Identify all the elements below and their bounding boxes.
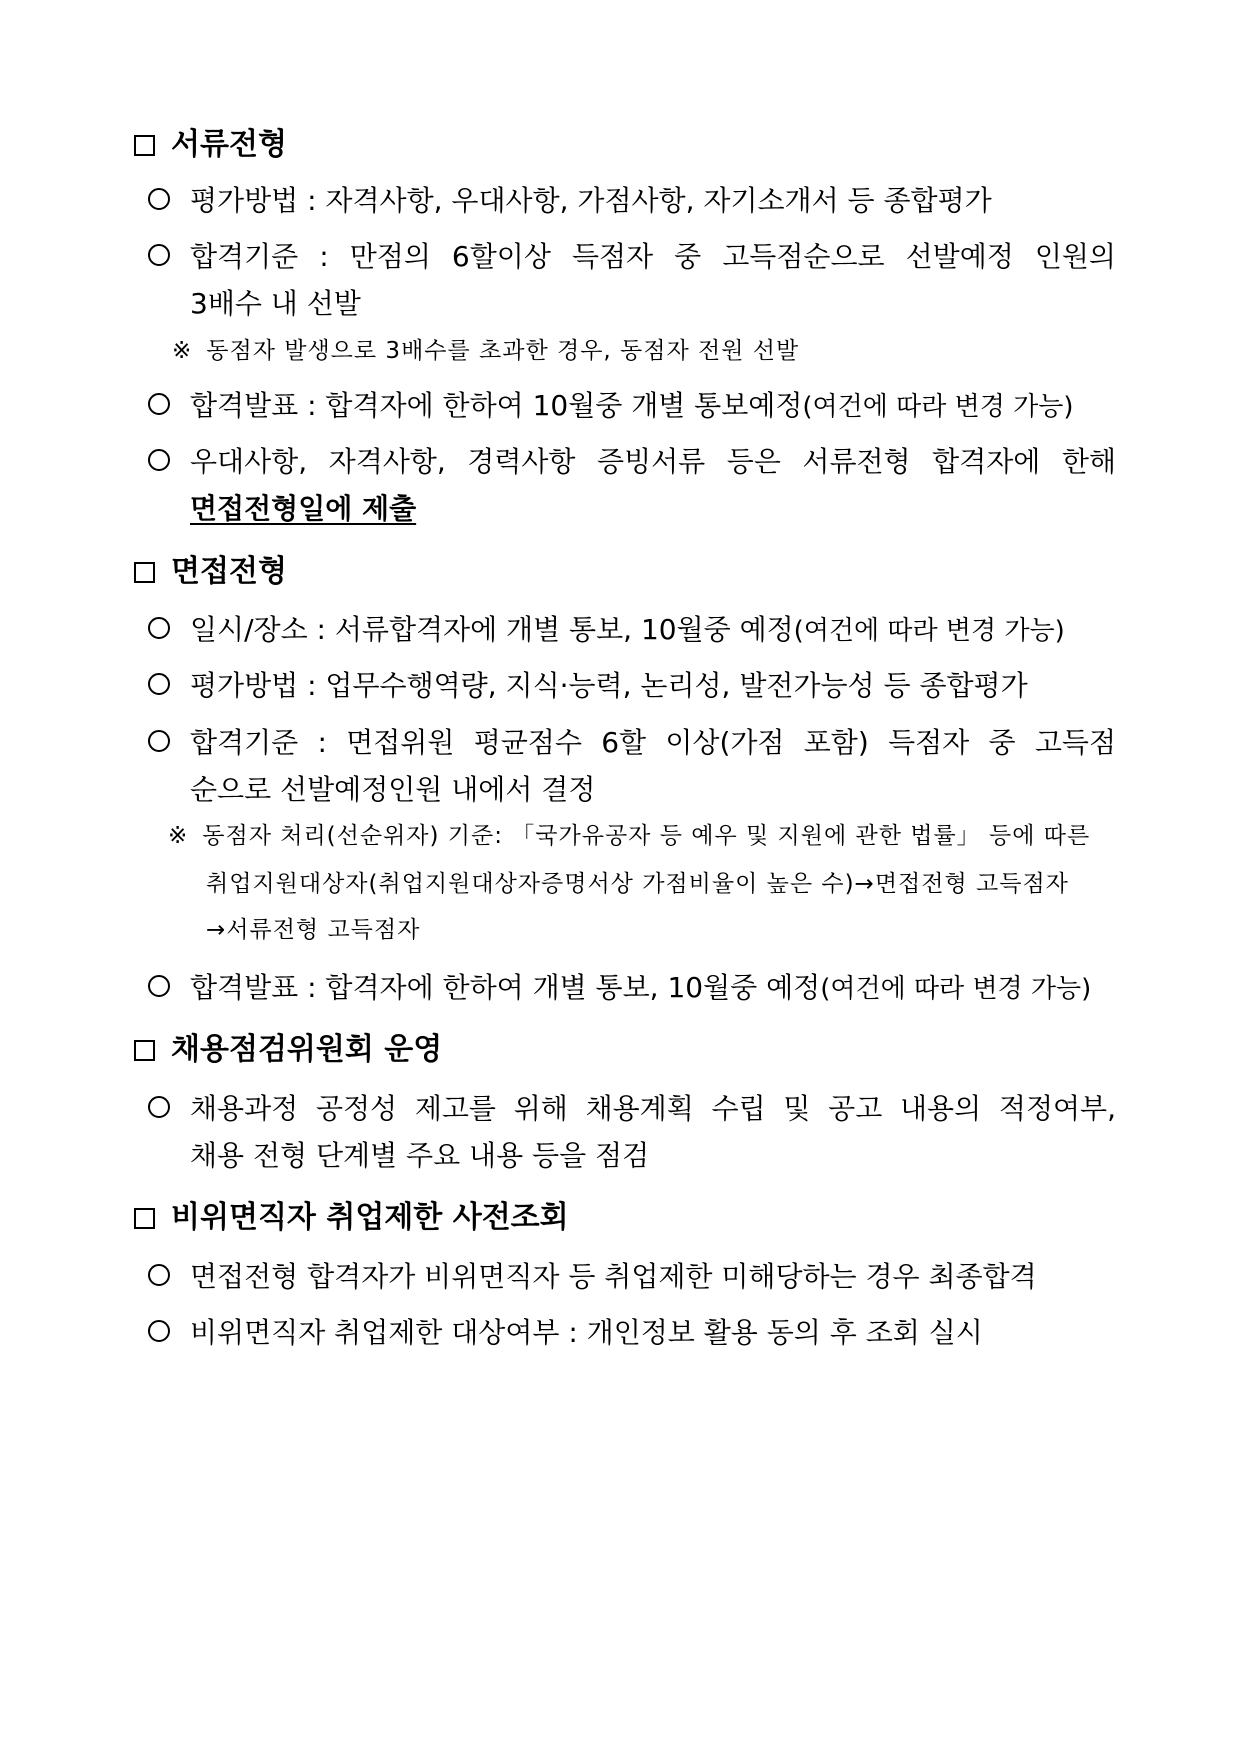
note-line — [172, 327, 799, 375]
checkbox-square-icon — [134, 135, 155, 156]
circle-bullet-icon — [148, 673, 170, 695]
checkbox-square-icon — [134, 562, 155, 583]
circle-bullet-icon — [148, 617, 170, 639]
checkbox-square-icon — [134, 1040, 155, 1061]
circle-bullet-icon — [148, 393, 170, 415]
circle-bullet-icon — [148, 730, 170, 752]
circle-bullet-icon — [148, 188, 170, 210]
item-text: 채용과정 공정성 제고를 위해 채용계획 수립 및 공고 내용의 적정여부, — [190, 1092, 1116, 1125]
note-text: 동점자 발생으로 3배수를 초과한 경우, 동점자 전원 선발 — [206, 338, 800, 364]
item-text-continued — [190, 483, 416, 535]
note-mark-icon: ※ — [168, 823, 189, 849]
section-title: 채용점검위원회 운영 — [171, 1032, 443, 1067]
item-text: 합격발표 : 합격자에 한하여 개별 통보, 10월중 예정(여건에 따라 변경 가능) — [190, 971, 1092, 1004]
item-text: 면접전형 합격자가 비위면직자 등 취업제한 미해당하는 경우 최종합격 — [190, 1260, 1037, 1293]
item-text: 평가방법 : 업무수행역량, 지식·능력, 논리성, 발전가능성 등 종합평가 — [190, 669, 1028, 702]
note-line — [168, 812, 1090, 860]
circle-bullet-icon — [148, 449, 170, 471]
item-text-continued: 채용 전형 단계별 주요 내용 등을 점검 — [190, 1139, 650, 1172]
item-text: 평가방법 : 자격사항, 우대사항, 가점사항, 자기소개서 등 종합평가 — [190, 184, 992, 217]
circle-bullet-icon — [148, 1320, 170, 1342]
item-text: 합격발표 : 합격자에 한하여 10월중 개별 통보예정(여건에 따라 변경 가능) — [190, 389, 1074, 422]
note-line-continued: →서류전형 고득점자 — [206, 917, 421, 943]
note-text: 동점자 처리(선순위자) 기준: 「국가유공자 등 예우 및 지원에 관한 법률」 등에 따른 — [202, 823, 1091, 849]
section-heading-recruitment-committee — [134, 1030, 442, 1070]
circle-bullet-icon — [148, 1264, 170, 1286]
circle-bullet-icon — [148, 1096, 170, 1118]
circle-bullet-icon — [148, 975, 170, 997]
checkbox-square-icon — [134, 1208, 155, 1229]
section-heading-misconduct-check — [134, 1198, 569, 1238]
item-text: 합격기준 : 만점의 6할이상 득점자 중 고득점순으로 선발예정 인원의 — [190, 240, 1116, 273]
emphasis-text: 면접전형일에 제출 — [190, 492, 417, 525]
circle-bullet-icon — [148, 244, 170, 266]
item-text-continued: 순으로 선발예정인원 내에서 결정 — [190, 773, 596, 806]
section-title: 서류전형 — [171, 127, 287, 162]
note-mark-icon: ※ — [172, 338, 193, 364]
section-title: 면접전형 — [171, 554, 287, 589]
item-text: 합격기준 : 면접위원 평균점수 6할 이상(가점 포함) 득점자 중 고득점 — [190, 726, 1116, 759]
item-text: 일시/장소 : 서류합격자에 개별 통보, 10월중 예정(여건에 따라 변경 가능) — [190, 613, 1065, 646]
section-heading-document-screening — [134, 125, 287, 165]
item-text-continued: 3배수 내 선발 — [190, 287, 361, 320]
section-title: 비위면직자 취업제한 사전조회 — [171, 1200, 569, 1235]
item-text: 우대사항, 자격사항, 경력사항 증빙서류 등은 서류전형 합격자에 한해 — [190, 445, 1116, 478]
note-line-continued: 취업지원대상자(취업지원대상자증명서상 가점비율이 높은 수)→면접전형 고득점자 — [206, 871, 1069, 897]
item-text: 비위면직자 취업제한 대상여부 : 개인정보 활용 동의 후 조회 실시 — [190, 1316, 983, 1349]
section-heading-interview — [134, 552, 287, 592]
